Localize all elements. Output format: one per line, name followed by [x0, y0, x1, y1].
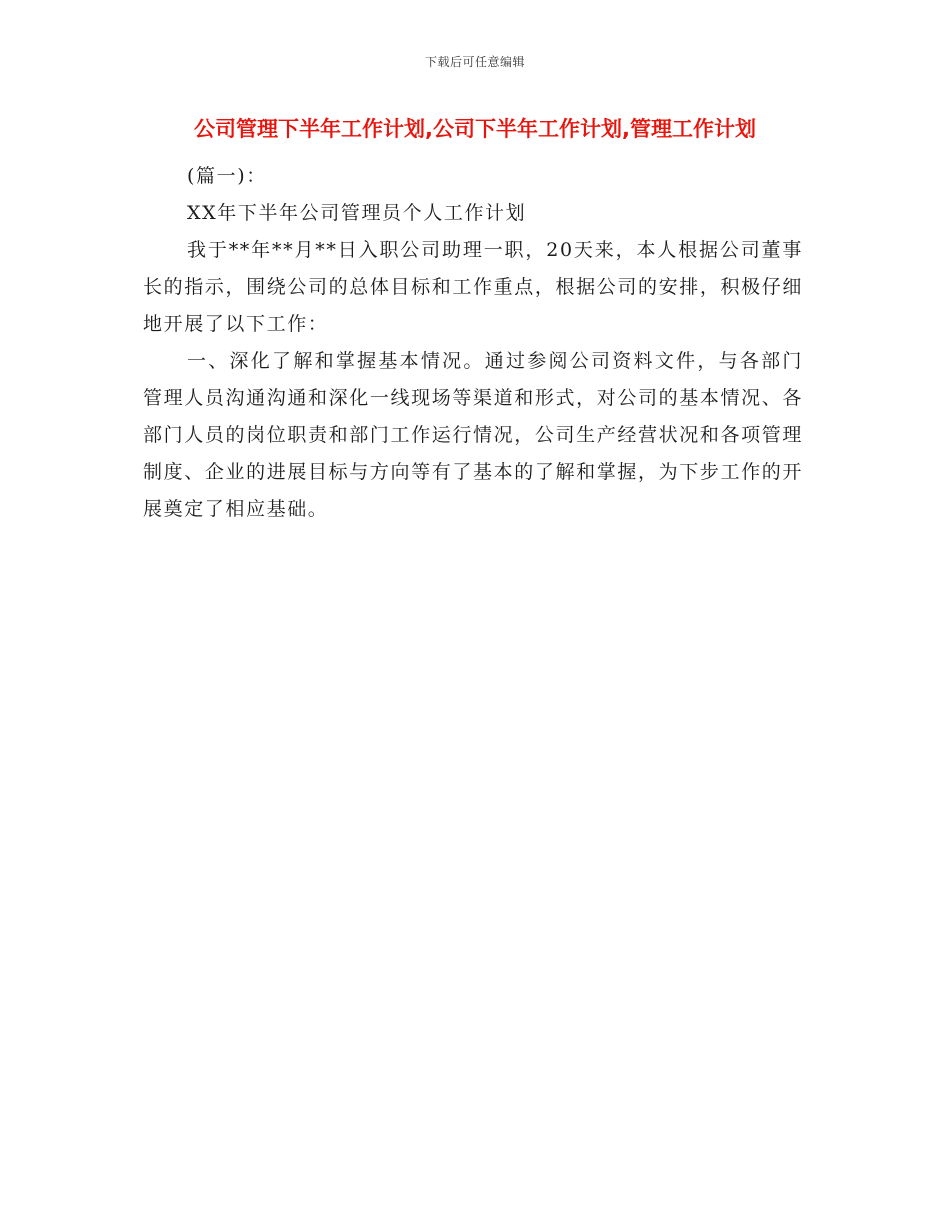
paragraph-section-label: (篇一)：	[187, 165, 267, 187]
header-note: 下载后可任意编辑	[424, 55, 525, 69]
paragraph-subtitle: XX年下半年公司管理员个人工作计划	[187, 202, 527, 224]
document-body	[143, 158, 803, 528]
paragraph-item-one: 一、深化了解和掌握基本情况。通过参阅公司资料文件，与各部门管理人员沟通沟通和深化一线现场等渠道和形式，对公司的基本情况、各部门人员的岗位职责和部门工作运行情况，公司生产经营状况和各项管理制度、企业的进展目标与方向等有了基本的了解和掌握，为下步工作的开展奠定了相应基础。	[143, 350, 803, 520]
document-title: 公司管理下半年工作计划,公司下半年工作计划,管理工作计划	[194, 117, 756, 141]
paragraph-intro: 我于**年**月**日入职公司助理一职，20天来，本人根据公司董事长的指示，围绕公司的总体目标和工作重点，根据公司的安排，积极仔细地开展了以下工作：	[143, 239, 803, 335]
